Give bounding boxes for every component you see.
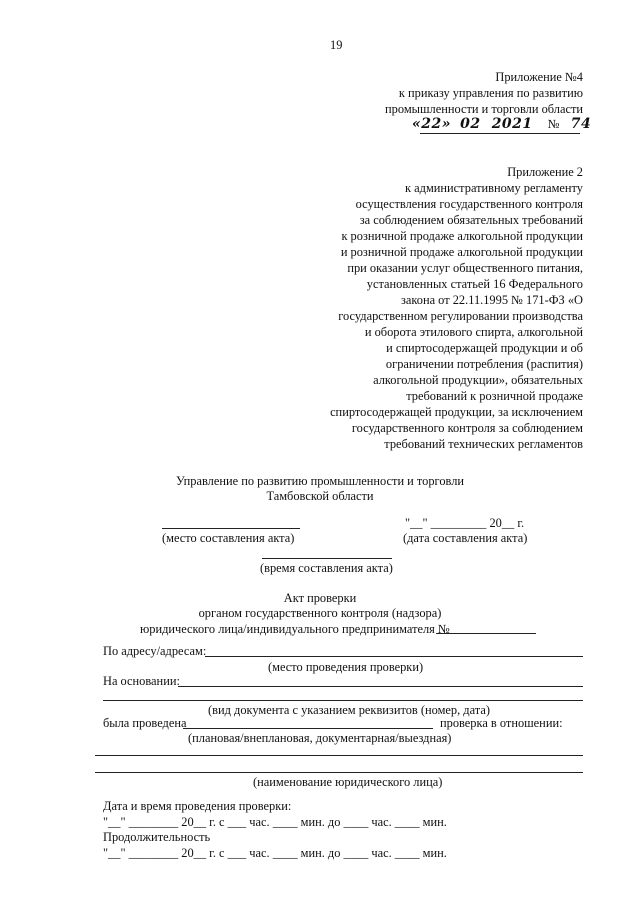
appendix2-line: закона от 22.11.1995 № 171-ФЗ «О: [400, 293, 583, 307]
date-caption: (дата составления акта): [403, 531, 528, 545]
appendix4-date: [412, 116, 591, 132]
appendix2-line: к розничной продаже алкогольной продукции: [341, 229, 583, 243]
appendix4-title: Приложение №4: [495, 70, 583, 84]
appendix2-line: государственном регулировании производства: [338, 309, 583, 323]
appendix2-line: требований технических регламентов: [384, 437, 583, 451]
place-caption: (место составления акта): [162, 531, 295, 545]
act-line3: юридического лица/индивидуального предпринимателя №: [140, 622, 450, 636]
act-date-template: "__" _________ 20__ г.: [405, 516, 525, 530]
date-day: 22: [421, 116, 442, 132]
act-line2: органом государственного контроля (надзора): [198, 606, 442, 620]
date-close-quote: »: [441, 116, 451, 132]
address-caption: (место проведения проверки): [268, 660, 424, 674]
basis-line: [178, 686, 583, 687]
date-open-quote: «: [412, 116, 422, 132]
appendix2-line: и спиртосодержащей продукции и об: [386, 341, 583, 355]
time-caption: (время составления акта): [260, 561, 393, 575]
appendix4-line: промышленности и торговли области: [385, 102, 583, 116]
act-number-line: [436, 633, 536, 634]
datetime-row: "__" ________ 20__ г. с ___ час. ____ мин. до ____ час. ____ мин.: [103, 815, 447, 829]
appendix2-line: к административному регламенту: [405, 181, 583, 195]
time-line: [262, 558, 392, 559]
duration-row: "__" ________ 20__ г. с ___ час. ____ мин. до ____ час. ____ мин.: [103, 846, 447, 860]
basis-caption: (вид документа с указанием реквизитов (номер, дата): [208, 703, 490, 717]
number-sign: №: [547, 117, 560, 131]
act-title: Акт проверки: [283, 591, 357, 605]
appendix2-line: спиртосодержащей продукции, за исключением: [330, 405, 583, 419]
conducted-caption: (плановая/внеплановая, документарная/выездная): [188, 731, 452, 745]
entity-caption: (наименование юридического лица): [253, 775, 443, 789]
doc-number: 74: [570, 116, 592, 132]
appendix4-line: к приказу управления по развитию: [398, 86, 583, 100]
address-line: [205, 656, 583, 657]
appendix2-line: государственного контроля за соблюдением: [351, 421, 583, 435]
duration-label: Продолжительность: [103, 830, 211, 844]
address-label: По адресу/адресам:: [103, 644, 207, 658]
appendix2-line: осуществления государственного контроля: [355, 197, 583, 211]
appendix2-line: и розничной продаже алкогольной продукции: [340, 245, 583, 259]
place-line: [162, 528, 300, 529]
entity-line1: [95, 755, 583, 756]
date-underline: [420, 133, 580, 134]
date-year: 2021: [491, 116, 533, 132]
entity-line2: [95, 772, 583, 773]
appendix2-line: установленных статьей 16 Федерального: [366, 277, 583, 291]
agency-line2: Тамбовской области: [266, 489, 374, 503]
conducted-label: была проведена: [103, 716, 187, 730]
conducted-right: проверка в отношении:: [440, 716, 563, 730]
page-number: 19: [330, 38, 343, 52]
appendix2-line: при оказании услуг общественного питания,: [347, 261, 583, 275]
conducted-line: [183, 728, 433, 729]
appendix2-line: за соблюдением обязательных требований: [359, 213, 583, 227]
appendix2-title: Приложение 2: [507, 165, 583, 179]
date-month: 02: [460, 116, 481, 132]
appendix2-line: ограничении потребления (распития): [385, 357, 583, 371]
basis-label: На основании:: [103, 674, 180, 688]
datetime-label: Дата и время проведения проверки:: [103, 799, 292, 813]
appendix2-line: алкогольной продукции», обязательных: [373, 373, 583, 387]
basis-line2: [103, 700, 583, 701]
agency-line1: Управление по развитию промышленности и торговли: [175, 474, 465, 488]
appendix2-line: требований к розничной продаже: [406, 389, 583, 403]
appendix2-line: и оборота этилового спирта, алкогольной: [364, 325, 583, 339]
